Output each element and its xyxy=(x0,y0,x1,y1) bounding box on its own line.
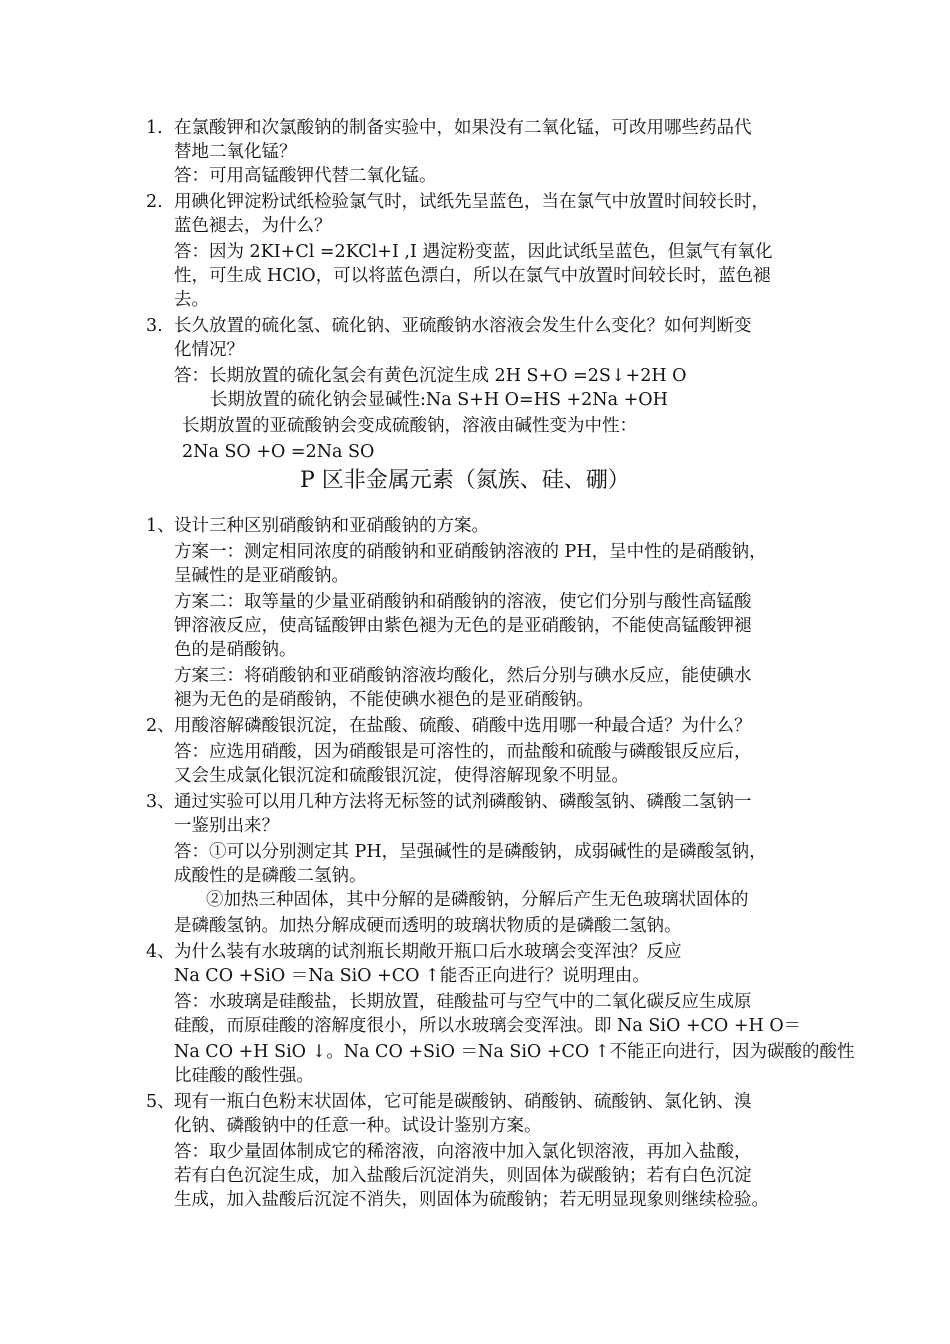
p3-question-line1: 通过实验可以用几种方法将无标签的试剂磷酸钠、磷酸氢钠、磷酸二氢钠一 xyxy=(174,792,752,812)
section-title: P 区非金属元素（氮族、硅、硼） xyxy=(300,468,630,493)
p3-answer-line2: 成酸性的是磷酸二氢钠。 xyxy=(174,866,367,886)
q3-answer-line1: 答：长期放置的硫化氢会有黄色沉淀生成 2H S+O =2S↓+2H O xyxy=(174,366,687,386)
p2-question: 用酸溶解磷酸银沉淀，在盐酸、硫酸、硝酸中选用哪一种最合适？为什么？ xyxy=(174,716,752,736)
p1-scheme2-line2: 钾溶液反应，使高锰酸钾由紫色褪为无色的是亚硝酸钠，不能使高锰酸钾褪 xyxy=(174,616,752,636)
p4-number: 4、 xyxy=(146,942,175,962)
p4-answer-line2: 硅酸，而原硅酸的溶解度很小，所以水玻璃会变浑浊。即 Na SiO +CO +H O＝ xyxy=(174,1016,802,1036)
q2-question-line1: 用碘化钾淀粉试纸检验氯气时，试纸先呈蓝色，当在氯气中放置时间较长时， xyxy=(174,192,769,212)
p1-scheme1-line1: 方案一：测定相同浓度的硝酸钠和亚硝酸钠溶液的 PH，呈中性的是硝酸钠， xyxy=(174,542,767,562)
q3-answer-line3: 长期放置的亚硫酸钠会变成硫酸钠，溶液由碱性变为中性： xyxy=(182,416,637,436)
p3-answer-line1: 答：①可以分别测定其 PH，呈强碱性的是磷酸钠，成弱碱性的是磷酸氢钠， xyxy=(174,842,767,862)
p1-scheme2-line3: 色的是硝酸钠。 xyxy=(174,640,297,660)
p3-number: 3、 xyxy=(146,792,175,812)
q3-answer-equation: 2Na SO +O =2Na SO xyxy=(182,442,375,462)
p3-answer-line4: 是磷酸氢钠。加热分解成硬而透明的玻璃状物质的是磷酸二氢钠。 xyxy=(174,916,682,936)
q2-answer-line3: 去。 xyxy=(174,290,209,310)
p2-answer-line2: 又会生成氯化银沉淀和硫酸银沉淀，使得溶解现象不明显。 xyxy=(174,766,629,786)
p4-question-equation: Na CO +SiO ＝Na SiO +CO ↑能否正向进行？说明理由。 xyxy=(174,966,650,986)
p4-answer-line3: Na CO +H SiO ↓。Na CO +SiO ＝Na SiO +CO ↑不能正向进行，因为碳酸的酸性 xyxy=(174,1042,855,1062)
q1-question-line2: 替地二氧化锰？ xyxy=(174,142,297,162)
q1-number: 1. xyxy=(146,118,163,138)
q3-question-line2: 化情况？ xyxy=(174,340,244,360)
p5-answer-line2: 若有白色沉淀生成，加入盐酸后沉淀消失，则固体为碳酸钠；若有白色沉淀 xyxy=(174,1166,752,1186)
p4-answer-line4: 比硅酸的酸性强。 xyxy=(174,1066,314,1086)
q1-question-line1: 在氯酸钾和次氯酸钠的制备实验中，如果没有二氧化锰，可改用哪些药品代 xyxy=(174,118,752,138)
p2-answer-line1: 答：应选用硝酸，因为硝酸银是可溶性的，而盐酸和硫酸与磷酸银反应后， xyxy=(174,742,752,762)
p1-number: 1、 xyxy=(146,516,175,536)
p5-question-line2: 化钠、磷酸钠中的任意一种。试设计鉴别方案。 xyxy=(174,1116,542,1136)
p5-answer-line3: 生成，加入盐酸后沉淀不消失，则固体为硫酸钠；若无明显现象则继续检验。 xyxy=(174,1190,769,1210)
p2-number: 2、 xyxy=(146,716,175,736)
p1-question: 设计三种区别硝酸钠和亚硝酸钠的方案。 xyxy=(174,516,489,536)
p1-scheme1-line2: 呈碱性的是亚硝酸钠。 xyxy=(174,566,349,586)
q2-number: 2. xyxy=(146,192,163,212)
p4-question-line1: 为什么装有水玻璃的试剂瓶长期敞开瓶口后水玻璃会变浑浊？反应 xyxy=(174,942,682,962)
q2-answer-line1: 答：因为 2KI+Cl =2KCl+I ,I 遇淀粉变蓝，因此试纸呈蓝色，但氯气有氧化 xyxy=(174,242,773,262)
p3-answer-line3: ②加热三种固体，其中分解的是磷酸钠，分解后产生无色玻璃状固体的 xyxy=(206,890,749,910)
q3-number: 3. xyxy=(146,316,163,336)
q1-answer: 答：可用高锰酸钾代替二氧化锰。 xyxy=(174,166,437,186)
p1-scheme2-line1: 方案二：取等量的少量亚硝酸钠和硝酸钠的溶液，使它们分别与酸性高锰酸 xyxy=(174,592,752,612)
p5-question-line1: 现有一瓶白色粉末状固体，它可能是碳酸钠、硝酸钠、硫酸钠、氯化钠、溴 xyxy=(174,1092,752,1112)
p3-question-line2: 一鉴别出来？ xyxy=(174,816,279,836)
q2-question-line2: 蓝色褪去，为什么？ xyxy=(174,216,332,236)
q3-answer-line2: 长期放置的硫化钠会显碱性:Na S+H O=HS +2Na +OH xyxy=(210,390,668,410)
p1-scheme3-line1: 方案三：将硝酸钠和亚硝酸钠溶液均酸化，然后分别与碘水反应，能使碘水 xyxy=(174,666,752,686)
p5-number: 5、 xyxy=(146,1092,175,1112)
q3-question-line1: 长久放置的硫化氢、硫化钠、亚硫酸钠水溶液会发生什么变化？如何判断变 xyxy=(174,316,752,336)
p1-scheme3-line2: 褪为无色的是硝酸钠，不能使碘水褪色的是亚硝酸钠。 xyxy=(174,690,594,710)
q2-answer-line2: 性，可生成 HClO，可以将蓝色漂白，所以在氯气中放置时间较长时，蓝色褪 xyxy=(174,266,771,286)
p4-answer-line1: 答：水玻璃是硅酸盐，长期放置，硅酸盐可与空气中的二氧化碳反应生成原 xyxy=(174,992,752,1012)
p5-answer-line1: 答：取少量固体制成它的稀溶液，向溶液中加入氯化钡溶液，再加入盐酸， xyxy=(174,1142,752,1162)
